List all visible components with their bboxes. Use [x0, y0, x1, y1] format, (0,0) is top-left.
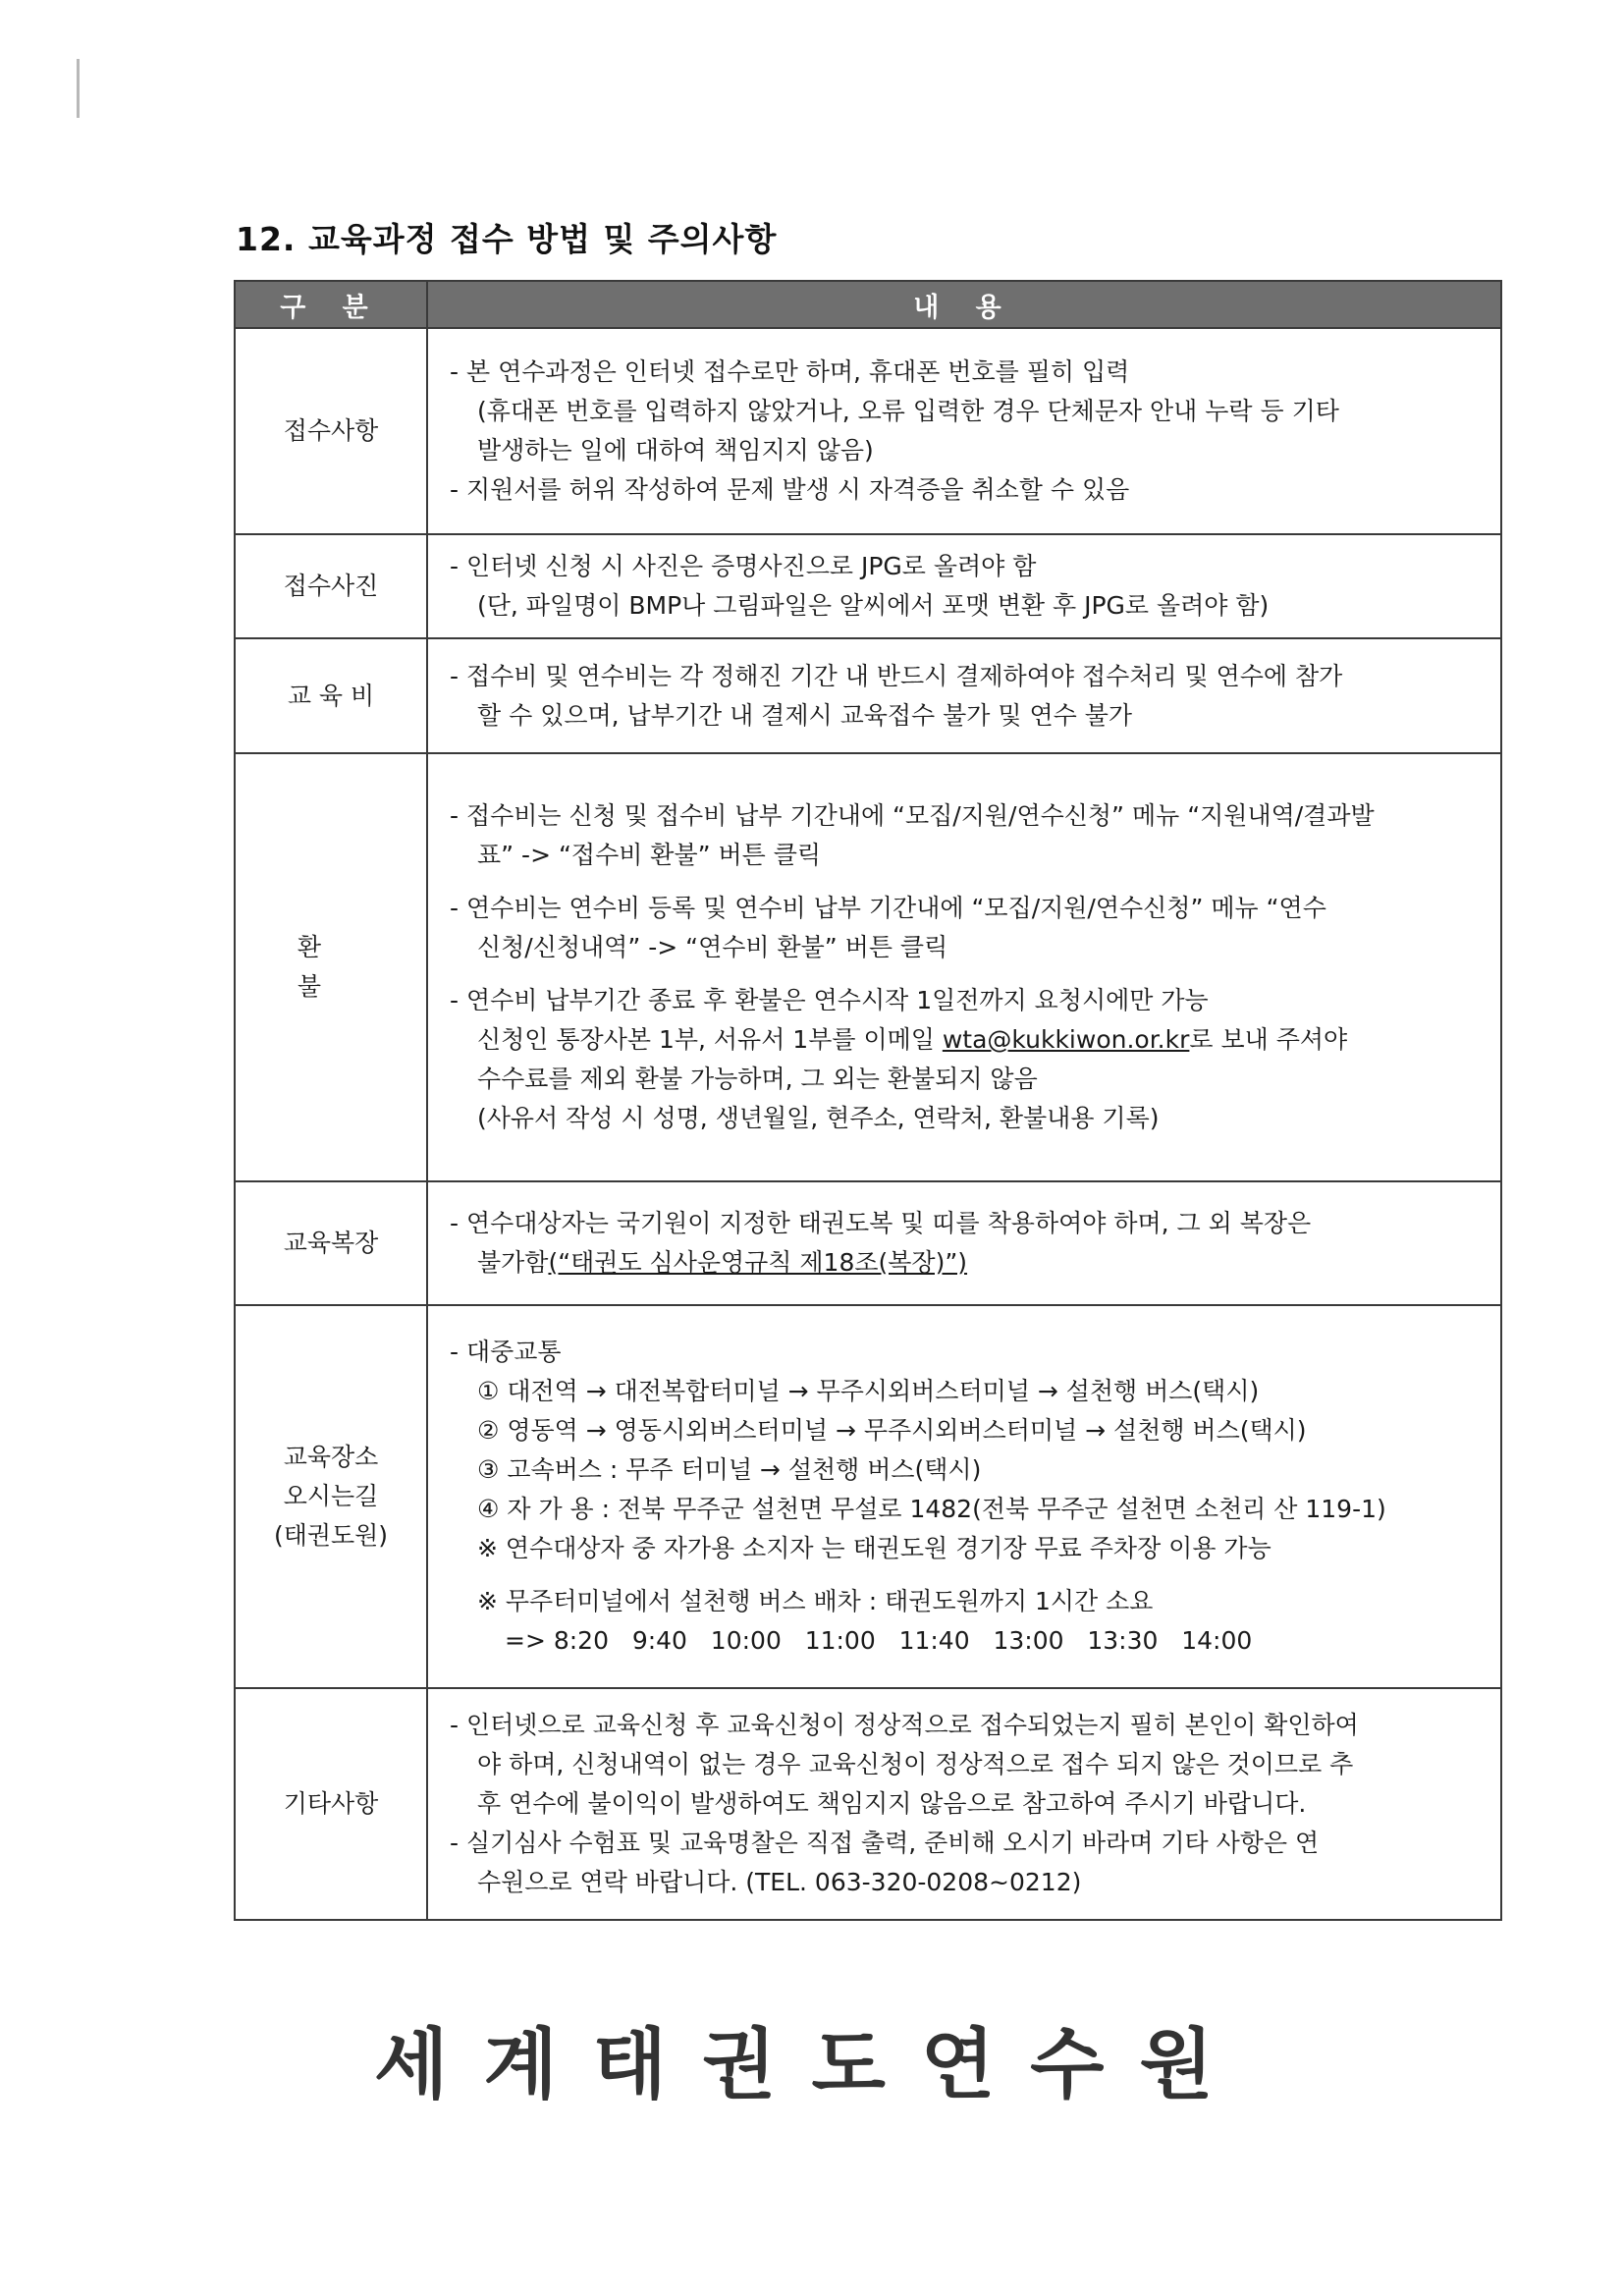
text-line: 신청/신청내역” -> “연수비 환불” 버튼 클릭: [477, 933, 948, 961]
row-reception: [235, 328, 1501, 534]
text-line: - 실기심사 수험표 및 교육명찰은 직접 출력, 준비해 오시기 바라며 기타 사항은 연: [450, 1829, 1320, 1857]
info-table: [234, 280, 1502, 1921]
header-category: 구 분: [235, 281, 427, 328]
text-line: ① 대전역 → 대전복합터미널 → 무주시외버스터미널 → 설천행 버스(택시): [477, 1377, 1260, 1405]
email-link[interactable]: wta@kukkiwon.or.kr: [942, 1025, 1190, 1054]
text-line: - 인터넷 신청 시 사진은 증명사진으로 JPG로 올려야 함: [450, 552, 1037, 580]
label-fee: 교 육 비: [235, 638, 427, 753]
text-line: - 접수비는 신청 및 접수비 납부 기간내에 “모집/지원/연수신청” 메뉴 “지원내역/결과발: [450, 801, 1375, 830]
text-line: (휴대폰 번호를 입력하지 않았거나, 오류 입력한 경우 단체문자 안내 누락 등 기타: [477, 397, 1339, 425]
row-directions: [235, 1305, 1501, 1688]
text-line: - 대중교통: [450, 1338, 562, 1366]
label-refund: 환 불: [235, 753, 427, 1181]
organization-name: 세계태권도연수원: [374, 2021, 1249, 2109]
text-line: (사유서 작성 시 성명, 생년월일, 현주소, 연락처, 환불내용 기록): [477, 1104, 1160, 1132]
header-content: 내 용: [427, 281, 1501, 328]
label-reception: 접수사항: [235, 328, 427, 534]
row-refund: [235, 753, 1501, 1181]
text-line: (단, 파일명이 BMP나 그림파일은 알씨에서 포맷 변환 후 JPG로 올려야 함): [477, 591, 1270, 620]
row-uniform: [235, 1181, 1501, 1305]
content-directions: [427, 1305, 1501, 1688]
text-line: 할 수 있으며, 납부기간 내 결제시 교육접수 불가 및 연수 불가: [477, 700, 1133, 730]
text-line: ③ 고속버스 : 무주 터미널 → 설천행 버스(택시): [477, 1455, 982, 1484]
text-line: - 연수대상자는 국기원이 지정한 태권도복 및 띠를 착용하여야 하며, 그 외 복장은: [450, 1209, 1312, 1237]
text-line: - 연수비 납부기간 종료 후 환불은 연수시작 1일전까지 요청시에만 가능: [450, 986, 1209, 1014]
label-photo: 접수사진: [235, 534, 427, 638]
text-line: 수수료를 제외 환불 가능하며, 그 외는 환불되지 않음: [477, 1065, 1038, 1093]
text-line: ※ 연수대상자 중 자가용 소지자 는 태권도원 경기장 무료 주차장 이용 가능: [477, 1534, 1271, 1562]
label-directions: 교육장소 오시는길 (태권도원): [235, 1305, 427, 1688]
content-photo: [427, 534, 1501, 638]
text-line: ② 영동역 → 영동시외버스터미널 → 무주시외버스터미널 → 설천행 버스(택시): [477, 1416, 1307, 1445]
row-etc: [235, 1688, 1501, 1920]
text-line: 수원으로 연락 바랍니다. (TEL. 063-320-0208~0212): [477, 1868, 1082, 1896]
scan-edge-mark: [77, 59, 80, 118]
text-line: 야 하며, 신청내역이 없는 경우 교육신청이 정상적으로 접수 되지 않은 것이므로 추: [477, 1750, 1354, 1778]
label-etc: 기타사항: [235, 1688, 427, 1920]
text-line: ④ 자 가 용 : 전북 무주군 설천면 무설로 1482(전북 무주군 설천면 소천리 산 119-1): [477, 1495, 1386, 1523]
text-line: 발생하는 일에 대하여 책임지지 않음): [477, 436, 874, 465]
content-etc: [427, 1688, 1501, 1920]
text-line: 후 연수에 불이익이 발생하여도 책임지지 않음으로 참고하여 주시기 바랍니다.: [477, 1789, 1307, 1818]
content-uniform: [427, 1181, 1501, 1305]
content-fee: [427, 638, 1501, 753]
text-line: - 지원서를 허위 작성하여 문제 발생 시 자격증을 취소할 수 있음: [450, 475, 1130, 504]
row-fee: [235, 638, 1501, 753]
text-line: 표” -> “접수비 환불” 버튼 클릭: [477, 841, 822, 869]
text-line: ※ 무주터미널에서 설천행 버스 배차 : 태권도원까지 1시간 소요: [477, 1587, 1154, 1615]
label-uniform: 교육복장: [235, 1181, 427, 1305]
text-line: - 본 연수과정은 인터넷 접수로만 하며, 휴대폰 번호를 필히 입력: [450, 357, 1130, 386]
text-line: 불가함(“태권도 심사운영규칙 제18조(복장)”): [477, 1248, 968, 1277]
section-title: 12. 교육과정 접수 방법 및 주의사항: [236, 220, 778, 258]
row-photo: [235, 534, 1501, 638]
table-header-row: [235, 281, 1501, 328]
content-reception: [427, 328, 1501, 534]
bus-schedule: => 8:20 9:40 10:00 11:00 11:40 13:00 13:30 14:00: [505, 1626, 1253, 1655]
text-line: - 연수비는 연수비 등록 및 연수비 납부 기간내에 “모집/지원/연수신청” 메뉴 “연수: [450, 894, 1326, 922]
rule-reference: (“태권도 심사운영규칙 제18조(복장)”): [548, 1248, 968, 1277]
content-refund: [427, 753, 1501, 1181]
text-line: 신청인 통장사본 1부, 서유서 1부를 이메일 wta@kukkiwon.or.kr로 보내 주셔야: [477, 1025, 1348, 1054]
text-line: - 인터넷으로 교육신청 후 교육신청이 정상적으로 접수되었는지 필히 본인이 확인하여: [450, 1711, 1359, 1739]
text-line: - 접수비 및 연수비는 각 정해진 기간 내 반드시 결제하여야 접수처리 및 연수에 참가: [450, 661, 1343, 690]
